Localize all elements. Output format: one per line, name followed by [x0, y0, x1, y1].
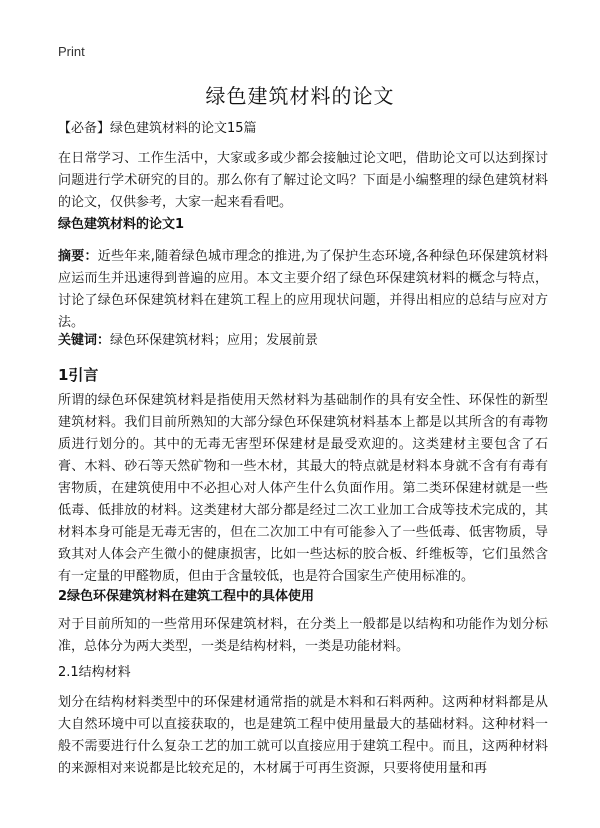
section2-body: 对于目前所知的一些常用环保建筑材料，在分类上一般都是以结构和功能作为划分标准，总体分为两大类型，一类是结构材料，一类是功能材料。	[58, 617, 548, 654]
subsection-2-1-heading: 2.1结构材料	[58, 665, 131, 680]
section2-heading: 2绿色环保建筑材料在建筑工程中的具体使用	[58, 589, 315, 604]
subsection-2-1-body: 划分在结构材料类型中的环保建材通常指的就是木料和石料两种。这两种材料都是从大自然环境中可以直接获取的，也是建筑工程中使用量最大的基础材料。这种材料一般不需要进行什么复杂工艺的加工就可以直接应用于建筑工程中。而且，这两种材料的来源相对来说都是比较充足的，木材属于可再生资源，只要将使用量和再	[58, 695, 548, 776]
keywords-label: 关键词：	[58, 333, 111, 348]
keywords-paragraph	[58, 330, 548, 352]
intro-body: 所谓的绿色环保建筑材料是指使用天然材料为基础制作的具有安全性、环保性的新型建筑材料。我们目前所熟知的大部分绿色环保建筑材料基本上都是以其所含的有毒物质进行划分的。其中的无毒无害型环保建材是最受欢迎的。这类建材主要包含了石膏、木料、砂石等天然矿物和一些木材，其最大的特点就是材料本身就不含有有毒有害物质，在建筑使用中不必担心对人体产生什么负面作用。第二类环保建材就是一些低毒、低排放的材料。这类建材大部分都是经过二次工业加工合成等技术完成的，其材料本身可能是无毒无害的，但在二次加工中有可能参入了一些低毒、低害物质，导致其对人体会产生微小的健康损害，比如一些达标的胶合板、纤维板等，它们虽然含有一定量的甲醛物质，但由于含量较低，也是符合国家生产使用标准的。	[58, 393, 548, 584]
intro-paragraph: 在日常学习、工作生活中，大家或多或少都会接触过论文吧，借助论文可以达到探讨问题进行学术研究的目的。那么你有了解过论文吗？下面是小编整理的绿色建筑材料的论文，仅供参考，大家一起来看看吧。	[58, 151, 548, 210]
section1-heading: 绿色建筑材料的论文1	[58, 217, 185, 232]
abstract-label: 摘要：	[58, 249, 98, 264]
keywords-text: 绿色环保建筑材料；应用；发展前景	[110, 333, 319, 348]
abstract-paragraph	[58, 246, 548, 334]
intro-tag: 【必备】绿色建筑材料的论文15篇	[58, 121, 257, 136]
abstract-text: 近些年来,随着绿色城市理念的推进,为了保护生态环境,各种绿色环保建筑材料应运而生并迅速得到普遍的应用。本文主要介绍了绿色环保建筑材料的概念与特点，讨论了绿色环保建筑材料在建筑工程上的应用现状问题，并得出相应的总结与应对方法。	[58, 249, 548, 330]
print-link[interactable]: Print	[58, 44, 85, 59]
page-title: 绿色建筑材料的论文	[205, 84, 395, 108]
intro-heading: 1引言	[58, 366, 99, 384]
